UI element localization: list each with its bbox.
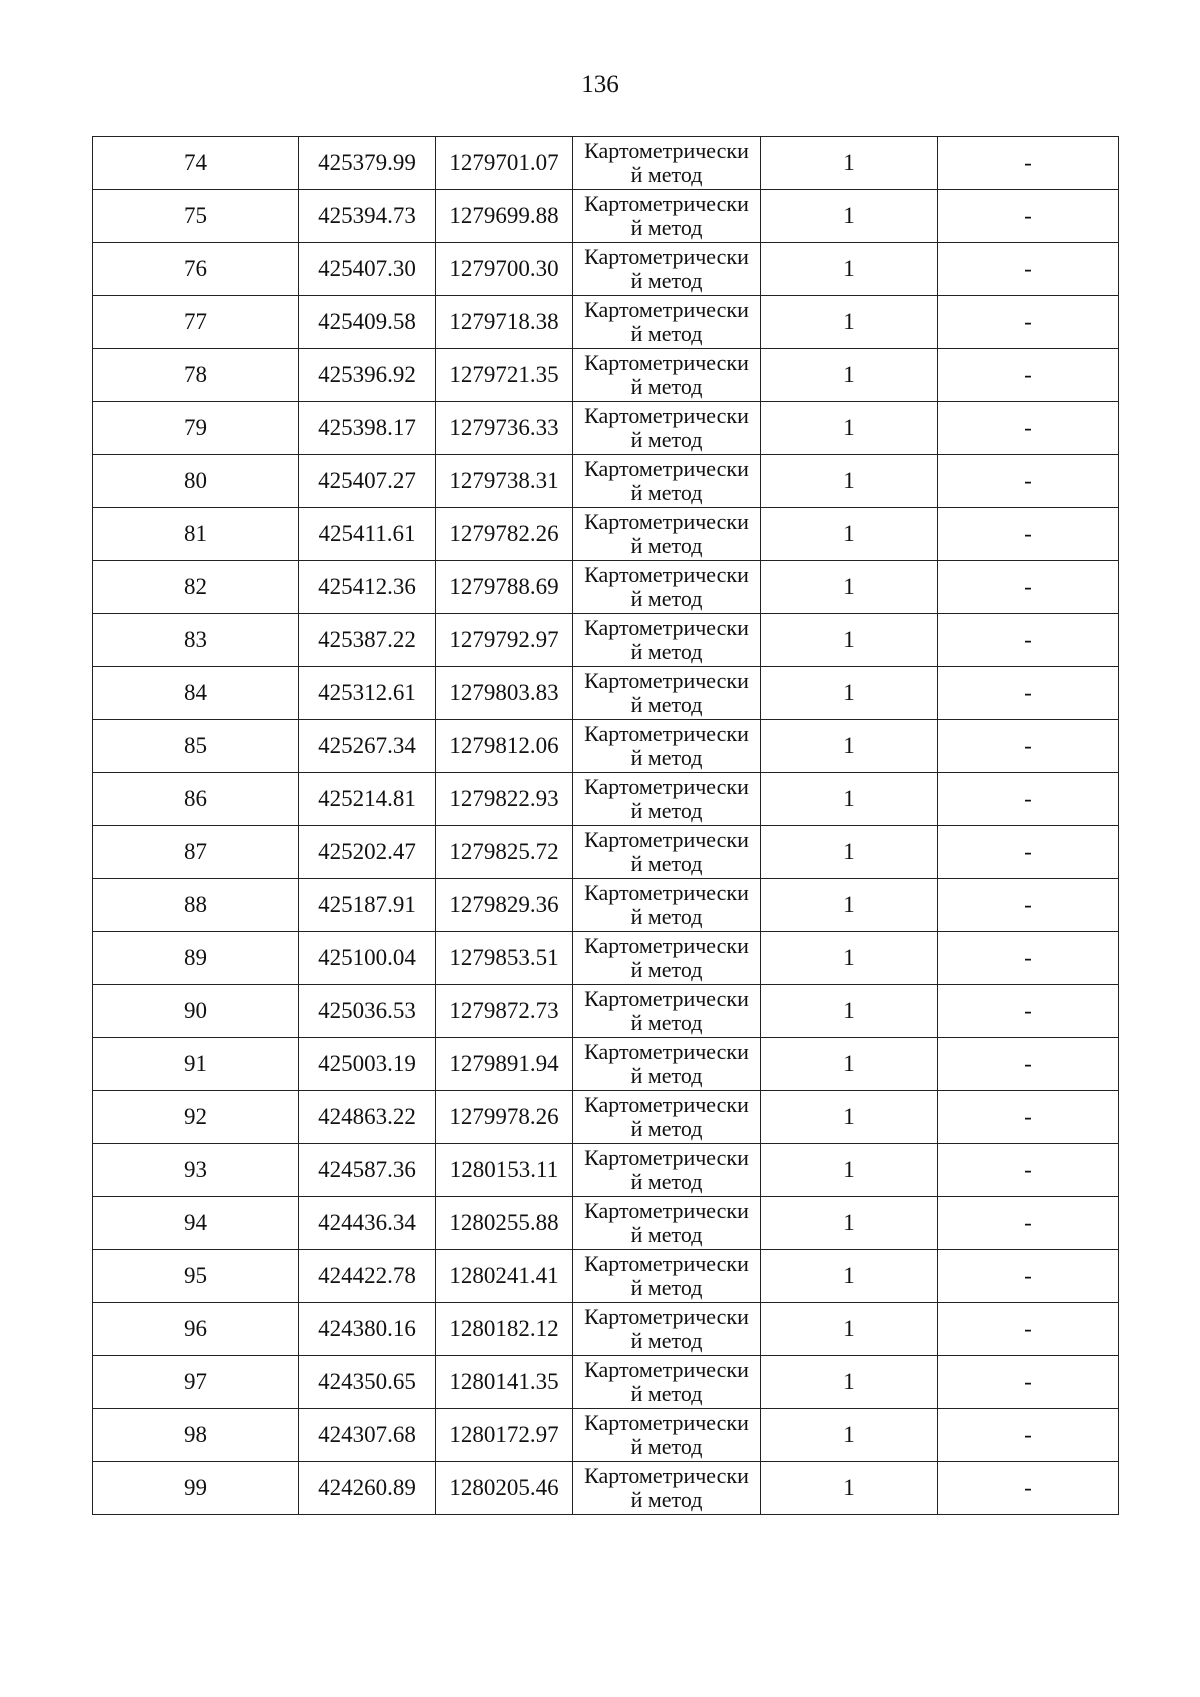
accuracy-cell: 1 (761, 826, 938, 879)
page-number: 136 (581, 71, 619, 98)
y-coordinate-cell: 1279782.26 (436, 508, 573, 561)
note-cell: - (938, 985, 1119, 1038)
x-coordinate-cell: 425409.58 (299, 296, 436, 349)
accuracy-cell: 1 (761, 349, 938, 402)
note-cell: - (938, 667, 1119, 720)
method-cell (573, 137, 761, 190)
x-coordinate-cell: 425036.53 (299, 985, 436, 1038)
method-line-1: Картометрически (584, 933, 749, 958)
method-cell (573, 349, 761, 402)
method-line-1: Картометрически (584, 1463, 749, 1488)
x-coordinate-cell: 425398.17 (299, 402, 436, 455)
accuracy-cell: 1 (761, 296, 938, 349)
accuracy-cell: 1 (761, 1409, 938, 1462)
y-coordinate-cell: 1279822.93 (436, 773, 573, 826)
note-cell: - (938, 508, 1119, 561)
method-line-1: Картометрически (584, 1357, 749, 1382)
accuracy-cell: 1 (761, 243, 938, 296)
y-coordinate-cell: 1279812.06 (436, 720, 573, 773)
method-line-2: й метод (630, 1010, 703, 1035)
x-coordinate-cell: 425100.04 (299, 932, 436, 985)
x-coordinate-cell: 425379.99 (299, 137, 436, 190)
point-number-cell: 89 (93, 932, 299, 985)
table-row (93, 1250, 1119, 1303)
table-row (93, 243, 1119, 296)
table-row (93, 879, 1119, 932)
method-line-1: Картометрически (584, 456, 749, 481)
method-cell (573, 1197, 761, 1250)
note-cell: - (938, 1409, 1119, 1462)
table-row (93, 985, 1119, 1038)
x-coordinate-cell: 424436.34 (299, 1197, 436, 1250)
y-coordinate-cell: 1279738.31 (436, 455, 573, 508)
accuracy-cell: 1 (761, 1091, 938, 1144)
table-row (93, 190, 1119, 243)
point-number-cell: 87 (93, 826, 299, 879)
point-number-cell: 82 (93, 561, 299, 614)
method-cell (573, 1409, 761, 1462)
accuracy-cell: 1 (761, 667, 938, 720)
method-line-2: й метод (630, 1487, 703, 1512)
accuracy-cell: 1 (761, 508, 938, 561)
accuracy-cell: 1 (761, 1144, 938, 1197)
method-line-1: Картометрически (584, 880, 749, 905)
note-cell: - (938, 1144, 1119, 1197)
y-coordinate-cell: 1279701.07 (436, 137, 573, 190)
accuracy-cell: 1 (761, 985, 938, 1038)
note-cell: - (938, 773, 1119, 826)
method-line-1: Картометрически (584, 191, 749, 216)
x-coordinate-cell: 425407.27 (299, 455, 436, 508)
y-coordinate-cell: 1279825.72 (436, 826, 573, 879)
note-cell: - (938, 190, 1119, 243)
method-cell (573, 1303, 761, 1356)
method-line-2: й метод (630, 904, 703, 929)
x-coordinate-cell: 425412.36 (299, 561, 436, 614)
table-row (93, 720, 1119, 773)
note-cell: - (938, 720, 1119, 773)
method-cell (573, 1144, 761, 1197)
method-line-1: Картометрически (584, 1198, 749, 1223)
note-cell: - (938, 349, 1119, 402)
note-cell: - (938, 1303, 1119, 1356)
note-cell: - (938, 137, 1119, 190)
method-line-1: Картометрически (584, 986, 749, 1011)
accuracy-cell: 1 (761, 720, 938, 773)
note-cell: - (938, 243, 1119, 296)
y-coordinate-cell: 1279891.94 (436, 1038, 573, 1091)
table-row (93, 773, 1119, 826)
y-coordinate-cell: 1280255.88 (436, 1197, 573, 1250)
method-line-2: й метод (630, 1063, 703, 1088)
y-coordinate-cell: 1279721.35 (436, 349, 573, 402)
note-cell: - (938, 1462, 1119, 1515)
method-cell (573, 879, 761, 932)
point-number-cell: 88 (93, 879, 299, 932)
method-line-2: й метод (630, 533, 703, 558)
note-cell: - (938, 1356, 1119, 1409)
table-row (93, 561, 1119, 614)
method-line-1: Картометрически (584, 244, 749, 269)
table-row (93, 1356, 1119, 1409)
x-coordinate-cell: 425312.61 (299, 667, 436, 720)
accuracy-cell: 1 (761, 614, 938, 667)
y-coordinate-cell: 1280141.35 (436, 1356, 573, 1409)
point-number-cell: 90 (93, 985, 299, 1038)
point-number-cell: 74 (93, 137, 299, 190)
method-line-1: Картометрически (584, 1145, 749, 1170)
accuracy-cell: 1 (761, 1303, 938, 1356)
accuracy-cell: 1 (761, 190, 938, 243)
table-row (93, 932, 1119, 985)
table-row (93, 349, 1119, 402)
method-line-2: й метод (630, 1222, 703, 1247)
y-coordinate-cell: 1279853.51 (436, 932, 573, 985)
method-cell (573, 1356, 761, 1409)
y-coordinate-cell: 1280172.97 (436, 1409, 573, 1462)
accuracy-cell: 1 (761, 1356, 938, 1409)
method-line-2: й метод (630, 957, 703, 982)
method-line-2: й метод (630, 321, 703, 346)
x-coordinate-cell: 425267.34 (299, 720, 436, 773)
point-number-cell: 79 (93, 402, 299, 455)
method-line-1: Картометрически (584, 774, 749, 799)
method-line-2: й метод (630, 1381, 703, 1406)
method-cell (573, 720, 761, 773)
method-cell (573, 402, 761, 455)
point-number-cell: 86 (93, 773, 299, 826)
method-line-1: Картометрически (584, 721, 749, 746)
note-cell: - (938, 932, 1119, 985)
point-number-cell: 92 (93, 1091, 299, 1144)
method-line-2: й метод (630, 374, 703, 399)
method-line-1: Картометрически (584, 403, 749, 428)
point-number-cell: 98 (93, 1409, 299, 1462)
point-number-cell: 99 (93, 1462, 299, 1515)
table-row (93, 1409, 1119, 1462)
method-cell (573, 1462, 761, 1515)
point-number-cell: 80 (93, 455, 299, 508)
method-line-1: Картометрически (584, 509, 749, 534)
coordinates-table (92, 136, 1119, 1515)
x-coordinate-cell: 425407.30 (299, 243, 436, 296)
y-coordinate-cell: 1279700.30 (436, 243, 573, 296)
accuracy-cell: 1 (761, 1038, 938, 1091)
y-coordinate-cell: 1280153.11 (436, 1144, 573, 1197)
method-cell (573, 826, 761, 879)
accuracy-cell: 1 (761, 773, 938, 826)
table-row (93, 455, 1119, 508)
table-row (93, 296, 1119, 349)
method-line-2: й метод (630, 1116, 703, 1141)
table-row (93, 508, 1119, 561)
method-line-1: Картометрически (584, 1039, 749, 1064)
table-row (93, 402, 1119, 455)
method-line-2: й метод (630, 1169, 703, 1194)
accuracy-cell: 1 (761, 1197, 938, 1250)
method-cell (573, 508, 761, 561)
note-cell: - (938, 614, 1119, 667)
table-row (93, 137, 1119, 190)
y-coordinate-cell: 1279978.26 (436, 1091, 573, 1144)
point-number-cell: 84 (93, 667, 299, 720)
y-coordinate-cell: 1280241.41 (436, 1250, 573, 1303)
table-row (93, 667, 1119, 720)
method-line-2: й метод (630, 1275, 703, 1300)
method-line-2: й метод (630, 745, 703, 770)
x-coordinate-cell: 425214.81 (299, 773, 436, 826)
method-cell (573, 1038, 761, 1091)
method-line-2: й метод (630, 692, 703, 717)
x-coordinate-cell: 425003.19 (299, 1038, 436, 1091)
method-line-2: й метод (630, 480, 703, 505)
method-cell (573, 243, 761, 296)
y-coordinate-cell: 1279872.73 (436, 985, 573, 1038)
y-coordinate-cell: 1279699.88 (436, 190, 573, 243)
accuracy-cell: 1 (761, 1462, 938, 1515)
x-coordinate-cell: 425396.92 (299, 349, 436, 402)
x-coordinate-cell: 424863.22 (299, 1091, 436, 1144)
method-cell (573, 1091, 761, 1144)
table-row (93, 614, 1119, 667)
note-cell: - (938, 561, 1119, 614)
accuracy-cell: 1 (761, 932, 938, 985)
x-coordinate-cell: 425411.61 (299, 508, 436, 561)
point-number-cell: 96 (93, 1303, 299, 1356)
method-line-1: Картометрически (584, 1251, 749, 1276)
method-line-2: й метод (630, 851, 703, 876)
point-number-cell: 75 (93, 190, 299, 243)
note-cell: - (938, 296, 1119, 349)
point-number-cell: 78 (93, 349, 299, 402)
x-coordinate-cell: 424350.65 (299, 1356, 436, 1409)
point-number-cell: 91 (93, 1038, 299, 1091)
method-cell (573, 614, 761, 667)
method-line-2: й метод (630, 639, 703, 664)
method-cell (573, 985, 761, 1038)
method-line-2: й метод (630, 162, 703, 187)
method-line-1: Картометрически (584, 827, 749, 852)
point-number-cell: 85 (93, 720, 299, 773)
table-row (93, 1462, 1119, 1515)
note-cell: - (938, 402, 1119, 455)
y-coordinate-cell: 1279792.97 (436, 614, 573, 667)
note-cell: - (938, 1091, 1119, 1144)
accuracy-cell: 1 (761, 561, 938, 614)
point-number-cell: 83 (93, 614, 299, 667)
y-coordinate-cell: 1279718.38 (436, 296, 573, 349)
x-coordinate-cell: 425394.73 (299, 190, 436, 243)
method-cell (573, 561, 761, 614)
method-line-1: Картометрически (584, 350, 749, 375)
x-coordinate-cell: 424380.16 (299, 1303, 436, 1356)
x-coordinate-cell: 425187.91 (299, 879, 436, 932)
method-cell (573, 773, 761, 826)
note-cell: - (938, 455, 1119, 508)
method-line-1: Картометрически (584, 297, 749, 322)
point-number-cell: 95 (93, 1250, 299, 1303)
method-line-1: Картометрически (584, 138, 749, 163)
x-coordinate-cell: 424587.36 (299, 1144, 436, 1197)
point-number-cell: 81 (93, 508, 299, 561)
method-line-1: Картометрически (584, 668, 749, 693)
table-row (93, 1197, 1119, 1250)
table-body (93, 137, 1119, 1515)
table-row (93, 1038, 1119, 1091)
y-coordinate-cell: 1280182.12 (436, 1303, 573, 1356)
method-cell (573, 932, 761, 985)
note-cell: - (938, 1197, 1119, 1250)
method-line-1: Картометрически (584, 615, 749, 640)
method-line-2: й метод (630, 268, 703, 293)
accuracy-cell: 1 (761, 879, 938, 932)
method-line-1: Картометрически (584, 1410, 749, 1435)
x-coordinate-cell: 424260.89 (299, 1462, 436, 1515)
method-line-1: Картометрически (584, 1092, 749, 1117)
method-cell (573, 455, 761, 508)
accuracy-cell: 1 (761, 1250, 938, 1303)
table-row (93, 1091, 1119, 1144)
method-line-2: й метод (630, 1328, 703, 1353)
y-coordinate-cell: 1279788.69 (436, 561, 573, 614)
y-coordinate-cell: 1279803.83 (436, 667, 573, 720)
point-number-cell: 93 (93, 1144, 299, 1197)
note-cell: - (938, 826, 1119, 879)
note-cell: - (938, 879, 1119, 932)
table-row (93, 1144, 1119, 1197)
method-cell (573, 1250, 761, 1303)
method-line-2: й метод (630, 798, 703, 823)
method-cell (573, 190, 761, 243)
note-cell: - (938, 1250, 1119, 1303)
method-line-1: Картометрически (584, 562, 749, 587)
point-number-cell: 77 (93, 296, 299, 349)
method-line-2: й метод (630, 586, 703, 611)
x-coordinate-cell: 424422.78 (299, 1250, 436, 1303)
point-number-cell: 94 (93, 1197, 299, 1250)
method-line-2: й метод (630, 427, 703, 452)
y-coordinate-cell: 1279829.36 (436, 879, 573, 932)
x-coordinate-cell: 425387.22 (299, 614, 436, 667)
accuracy-cell: 1 (761, 137, 938, 190)
table-row (93, 826, 1119, 879)
point-number-cell: 76 (93, 243, 299, 296)
table-row (93, 1303, 1119, 1356)
method-cell (573, 296, 761, 349)
accuracy-cell: 1 (761, 402, 938, 455)
y-coordinate-cell: 1280205.46 (436, 1462, 573, 1515)
note-cell: - (938, 1038, 1119, 1091)
method-cell (573, 667, 761, 720)
point-number-cell: 97 (93, 1356, 299, 1409)
y-coordinate-cell: 1279736.33 (436, 402, 573, 455)
method-line-2: й метод (630, 215, 703, 240)
x-coordinate-cell: 425202.47 (299, 826, 436, 879)
accuracy-cell: 1 (761, 455, 938, 508)
method-line-1: Картометрически (584, 1304, 749, 1329)
method-line-2: й метод (630, 1434, 703, 1459)
x-coordinate-cell: 424307.68 (299, 1409, 436, 1462)
